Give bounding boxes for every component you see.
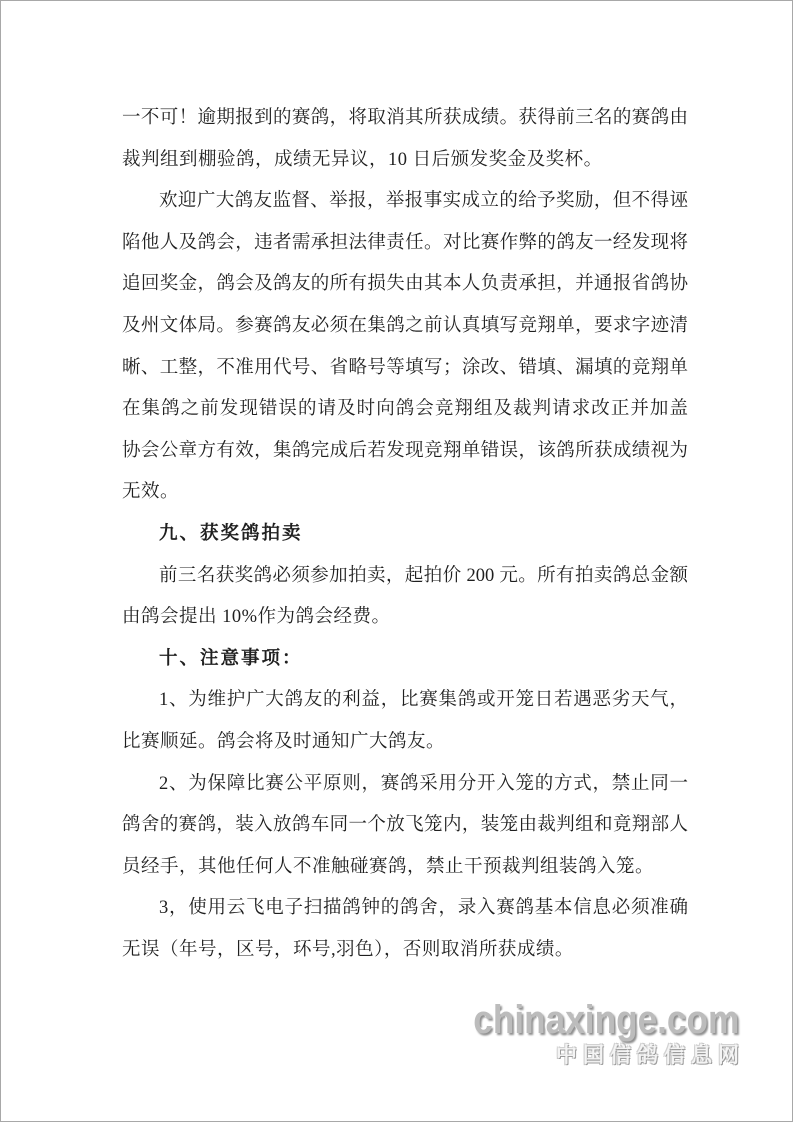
- body-line: 无误（年号，区号，环号,羽色），否则取消所获成绩。: [122, 939, 574, 960]
- section-heading: 九、获奖鸽拍卖: [159, 523, 303, 544]
- watermark-site-text: chinaxinge.com: [472, 998, 739, 1042]
- body-line: 在集鸽之前发现错误的请及时向鸽会竞翔组及裁判请求改正并加盖: [122, 399, 688, 420]
- body-line: 及州文体局。参赛鸽友必须在集鸽之前认真填写竞翔单，要求字迹清: [122, 315, 688, 336]
- body-line: 欢迎广大鸽友监督、举报，举报事实成立的给予奖励，但不得诬: [159, 191, 688, 212]
- body-line: 鸽舍的赛鸽，装入放鸽车同一个放飞笼内，装笼由裁判组和竟翔部人: [122, 815, 688, 836]
- body-line: 协会公章方有效，集鸽完成后若发现竞翔单错误，该鸽所获成绩视为: [122, 440, 688, 461]
- body-line: 前三名获奖鸽必须参加拍卖，起拍价 200 元。所有拍卖鸽总金额: [159, 565, 688, 586]
- watermark: [437, 998, 745, 1068]
- body-line: 由鸽会提出 10%作为鸽会经费。: [122, 607, 391, 628]
- body-line: 陷他人及鸽会，违者需承担法律责任。对比赛作弊的鸽友一经发现将: [122, 232, 688, 253]
- body-line: 员经手，其他任何人不准触碰赛鸽，禁止干预裁判组装鸽入笼。: [122, 856, 655, 877]
- body-line: 无效。: [122, 482, 180, 503]
- section-heading: 十、注意事项：: [159, 648, 303, 669]
- document-body: [122, 98, 688, 971]
- body-line: 追回奖金，鸽会及鸽友的所有损失由其本人负责承担，并通报省鸽协: [122, 274, 688, 295]
- body-line: 3，使用云飞电子扫描鸽钟的鸽舍，录入赛鸽基本信息必须准确: [159, 898, 688, 919]
- body-line: 晰、工整，不准用代号、省略号等填写；涂改、错填、漏填的竞翔单: [122, 357, 688, 378]
- body-line: 一不可！逾期报到的赛鸽，将取消其所获成绩。获得前三名的赛鸽由: [122, 108, 688, 128]
- watermark-site-name-cn: 中国信鸽信息网: [556, 1044, 745, 1067]
- body-line: 2、为保障比赛公平原则，赛鸽采用分开入笼的方式，禁止同一: [159, 773, 688, 794]
- body-line: 比赛顺延。鸽会将及时通知广大鸽友。: [122, 731, 446, 752]
- body-line: 裁判组到棚验鸽，成绩无异议，10 日后颁发奖金及奖杯。: [122, 149, 603, 170]
- body-line: 1、为维护广大鸽友的利益，比赛集鸽或开笼日若遇恶劣天气，: [159, 690, 688, 711]
